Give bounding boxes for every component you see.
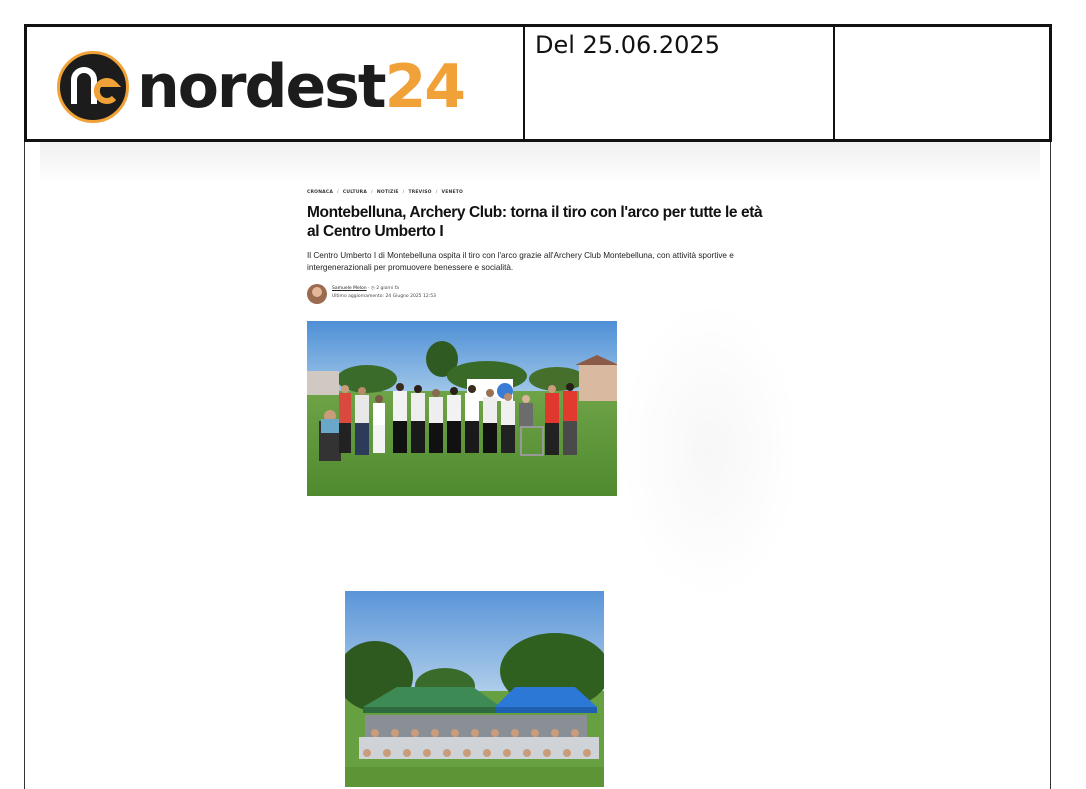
author-avatar: [307, 284, 327, 304]
article-title: Montebelluna, Archery Club: torna il tiro con l'arco per tutte le età al Centro Umberto I: [307, 204, 763, 240]
article-photo-group: [307, 321, 617, 496]
scan-fade: [620, 300, 800, 600]
breadcrumb-item[interactable]: VENETO: [441, 190, 464, 195]
byline-text: Samuele Melon · ◷ 2 giorni fa Ultimo aggiornamento: 24 Giugno 2025 12:53: [332, 286, 436, 299]
breadcrumb: CRONACA / CULTURA / NOTIZIE / TREVISO / VENETO: [307, 190, 464, 195]
logo-mark-icon: [57, 51, 129, 123]
publication-date: Del 25.06.2025: [535, 31, 720, 59]
breadcrumb-item[interactable]: CRONACA: [307, 190, 334, 195]
frame-border-right: [1050, 142, 1051, 789]
nordest24-logo: [57, 51, 465, 123]
frame-border-left: [24, 142, 25, 789]
byline: [307, 284, 777, 304]
empty-cell: [835, 27, 1049, 139]
logo-text-24: 24: [384, 52, 465, 122]
time-ago: 2 giorni fa: [376, 286, 400, 291]
last-updated: Ultimo aggiornamento: 24 Giugno 2025 12:53: [332, 294, 436, 299]
author-link[interactable]: Samuele Melon: [332, 286, 367, 291]
date-cell: [525, 27, 835, 139]
scan-smudge: [40, 142, 1040, 182]
clock-icon: ◷: [370, 286, 375, 291]
logo-text-nordest: nordest: [137, 52, 385, 122]
breadcrumb-item[interactable]: TREVISO: [408, 190, 432, 195]
breadcrumb-item[interactable]: CULTURA: [342, 190, 368, 195]
article-summary: Il Centro Umberto I di Montebelluna ospita il tiro con l'arco grazie all'Archery Club Montebelluna, con attività sportive e intergenerazionali per promuovere benessere e socialità.: [307, 251, 734, 272]
article-clipping: [307, 190, 777, 304]
logo-cell: [27, 27, 525, 139]
header-table: [24, 24, 1052, 142]
breadcrumb-item[interactable]: NOTIZIE: [376, 190, 399, 195]
article-photo-gazebos: [345, 591, 604, 787]
logo-wordmark: [137, 51, 464, 123]
